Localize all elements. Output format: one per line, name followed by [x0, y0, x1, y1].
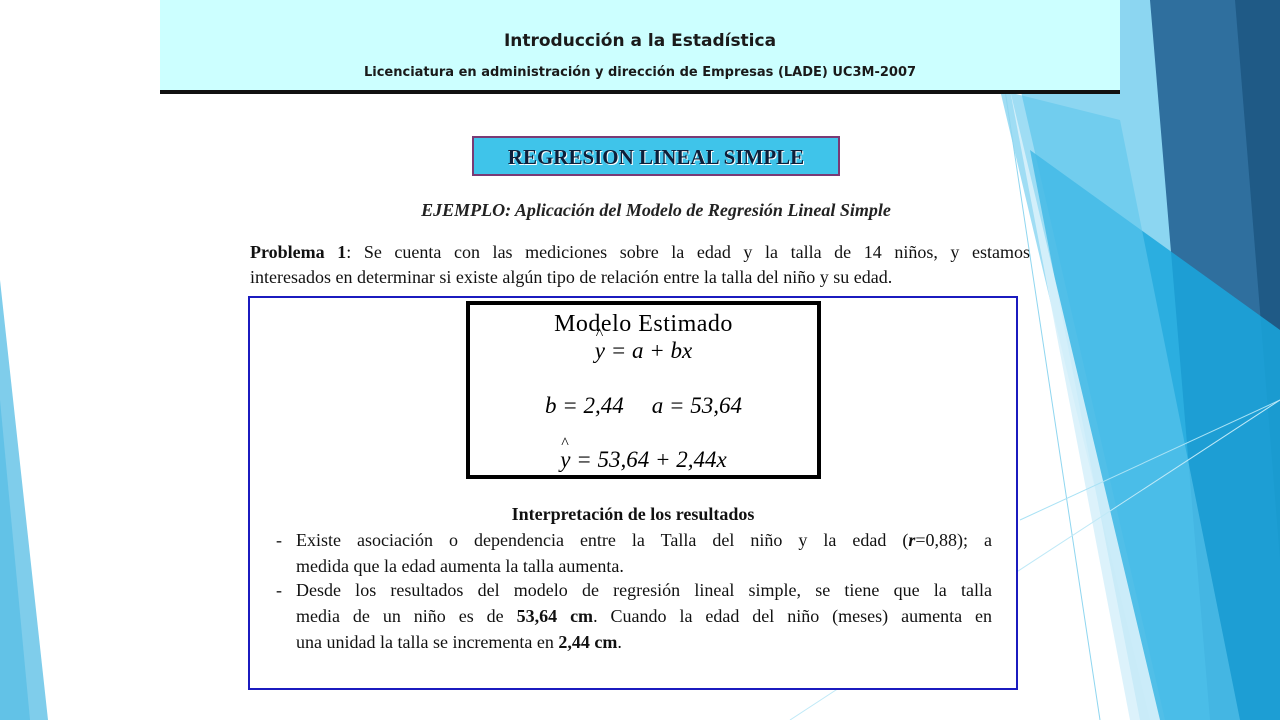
problem-line-1: Problema 1: Se cuenta con las mediciones sobre la edad y la talla de 14 niños, y estamos: [250, 242, 1031, 262]
course-subtitle: Licenciatura en administración y dirección de Empresas (LADE) UC3M-2007: [363, 65, 917, 80]
general-equation: ^ y = a + bx: [470, 338, 817, 364]
problem-line-2: interesados en determinar si existe algún tipo de relación entre la talla del niño y su edad.: [250, 267, 893, 287]
r-symbol: r: [908, 530, 916, 550]
example-heading: EJEMPLO: Aplicación del Modelo de Regresión Lineal Simple: [421, 200, 891, 220]
estimated-model-box: [466, 301, 821, 479]
course-title: Introducción a la Estadística: [503, 31, 777, 51]
course-header: [160, 0, 1120, 94]
model-title: Modelo Estimado: [554, 311, 733, 337]
slope-value: 2,44 cm: [558, 632, 618, 652]
problem-statement: [250, 240, 1030, 290]
results-box: Modelo Estimado ^ y = a + bx b = 2,44 a = 53,64 ^ y = 53,64 + 2,44x Interpretación de los resultados - Existe asociación o dependencia entre la Talla del niño y la edad (r=0,88); a medida que la edad aumenta la talla aumenta. - Desde los resultados del modelo de regresión lineal simple, se tiene que la talla media de un niño es de 53,64 cm. Cuando la edad del niño (meses) aumenta en una unidad la talla se incrementa en 2,44 cm.: [248, 296, 1018, 690]
slide-title: REGRESION LINEAL SIMPLE: [472, 136, 840, 176]
estimated-equation: ^ y = 53,64 + 2,44x: [470, 447, 817, 473]
coefficients-equation: b = 2,44 a = 53,64: [544, 393, 743, 418]
problem-label: Problema 1: [250, 242, 347, 262]
mean-value: 53,64 cm: [516, 606, 594, 626]
interpretation-title: Interpretación de los resultados: [511, 504, 755, 524]
